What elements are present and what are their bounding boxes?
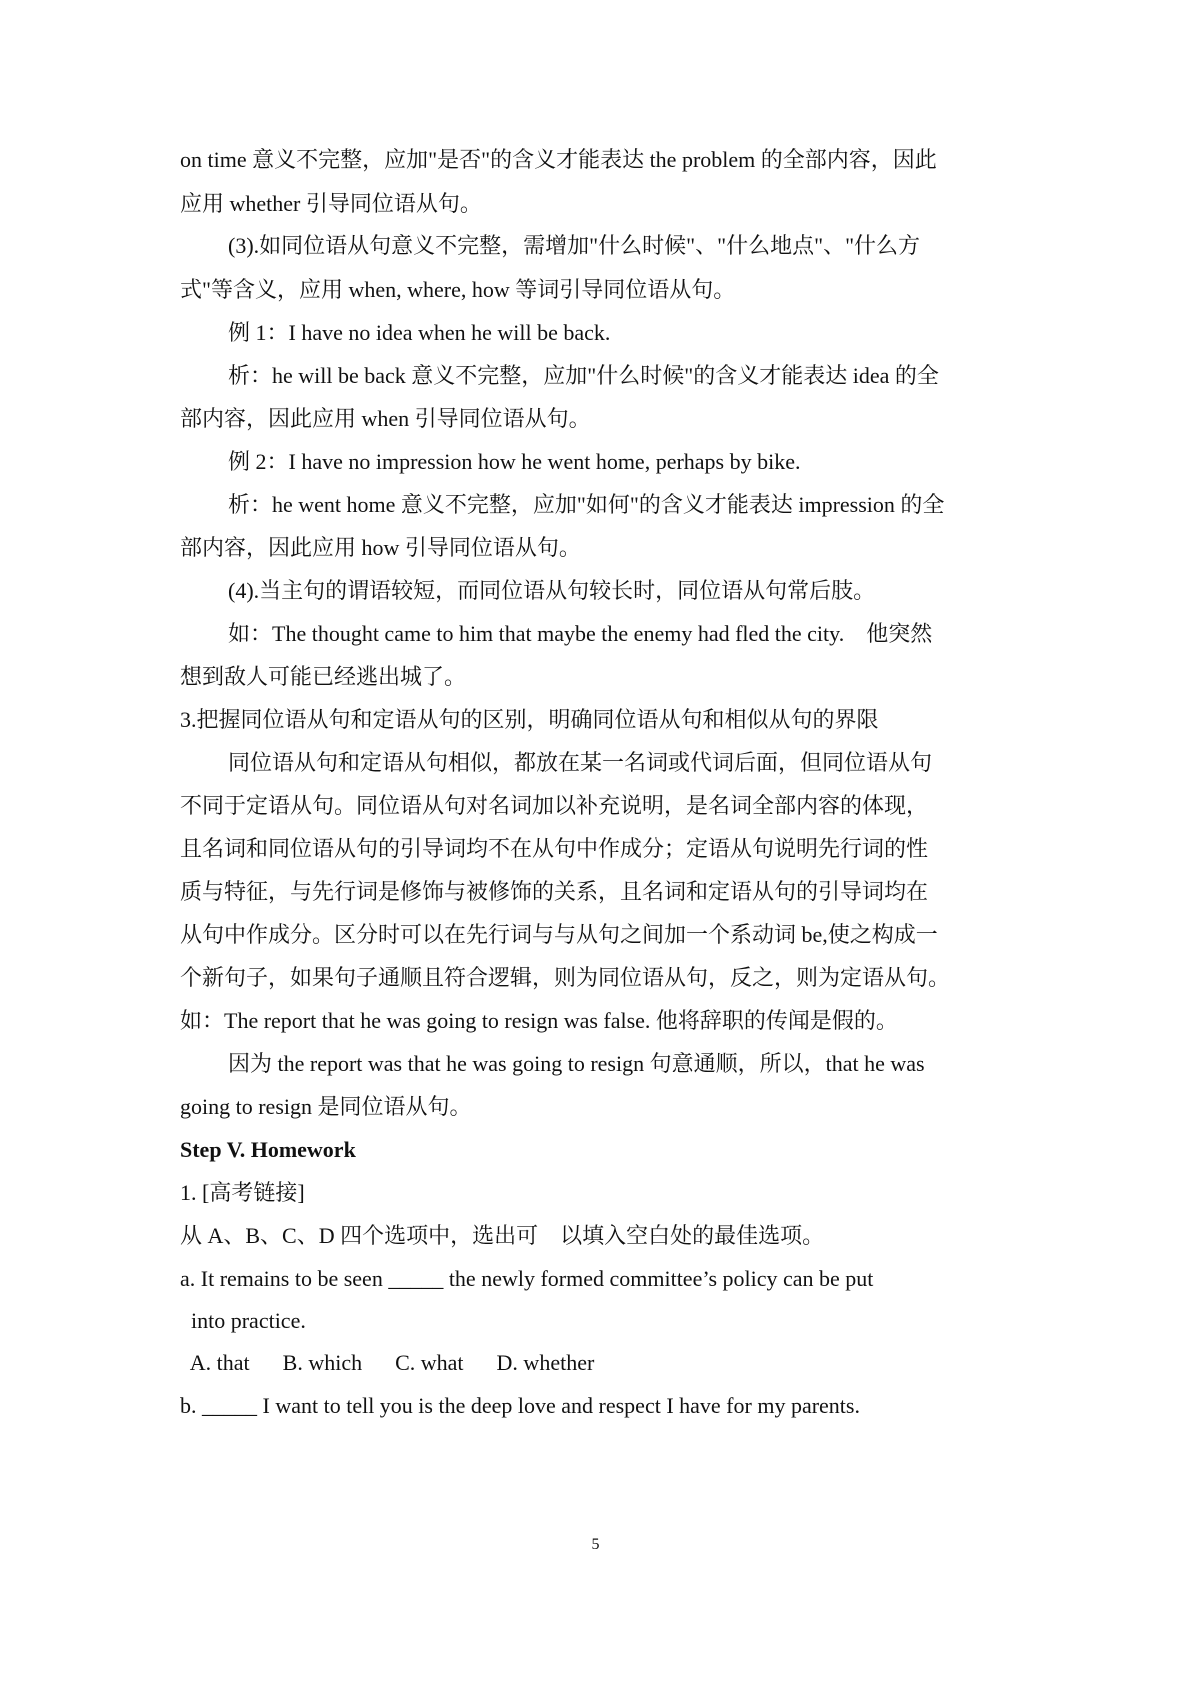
example-line: 如：The report that he was going to resign was false. 他将辞职的传闻是假的。 xyxy=(180,1008,898,1033)
paragraph-line: on time 意义不完整，应加"是否"的含义才能表达 the problem 的全部内容，因此 xyxy=(180,147,937,172)
paragraph-line: 部内容，因此应用 how 引导同位语从句。 xyxy=(180,535,581,560)
paragraph-line: 不同于定语从句。同位语从句对名词加以补充说明，是名词全部内容的体现， xyxy=(180,793,929,818)
example-line: 如：The thought came to him that maybe the enemy had fled the city. 他突然 xyxy=(228,621,933,646)
paragraph-line: 部内容，因此应用 when 引导同位语从句。 xyxy=(180,406,591,431)
step-heading: Step V. Homework xyxy=(180,1137,356,1162)
example-line: 例 1：I have no idea when he will be back. xyxy=(228,320,611,345)
paragraph-line: 质与特征，与先行词是修饰与被修饰的关系，且名词和定语从句的引导词均在 xyxy=(180,879,929,904)
section-heading-line: 3.把握同位语从句和定语从句的区别，明确同位语从句和相似从句的界限 xyxy=(180,707,879,732)
paragraph-line: 且名词和同位语从句的引导词均不在从句中作成分；定语从句说明先行词的性 xyxy=(180,836,929,861)
question-line: into practice. xyxy=(180,1308,306,1333)
question-line: b. _____ I want to tell you is the deep love and respect I have for my parents. xyxy=(180,1393,860,1418)
section-heading-line: (3).如同位语从句意义不完整，需增加"什么时候"、"什么地点"、"什么方 xyxy=(228,233,921,258)
paragraph-line: going to resign 是同位语从句。 xyxy=(180,1094,472,1119)
paragraph-line: 想到敌人可能已经逃出城了。 xyxy=(180,664,467,689)
paragraph-line: 因为 the report was that he was going to resign 句意通顺，所以，that he was xyxy=(228,1051,925,1076)
analysis-line: 析：he will be back 意义不完整，应加"什么时候"的含义才能表达 idea 的全 xyxy=(228,363,939,388)
page-number: 5 xyxy=(591,1536,600,1553)
analysis-line: 析：he went home 意义不完整，应加"如何"的含义才能表达 impression 的全 xyxy=(228,492,945,517)
paragraph-line: 同位语从句和定语从句相似，都放在某一名词或代词后面，但同位语从句 xyxy=(228,750,933,775)
answer-options: A. that B. which C. what D. whether xyxy=(180,1350,595,1375)
paragraph-line: 个新句子，如果句子通顺且符合逻辑，则为同位语从句，反之，则为定语从句。 xyxy=(180,965,951,990)
section-heading-line: (4).当主句的谓语较短，而同位语从句较长时，同位语从句常后肢。 xyxy=(228,578,876,603)
homework-item-heading: 1. [高考链接] xyxy=(180,1180,305,1205)
instruction-line: 从 A、B、C、D 四个选项中，选出可 以填入空白处的最佳选项。 xyxy=(180,1223,825,1248)
paragraph-line: 应用 whether 引导同位语从句。 xyxy=(180,191,482,216)
example-line: 例 2：I have no impression how he went home, perhaps by bike. xyxy=(228,449,801,474)
question-line: a. It remains to be seen _____ the newly formed committee’s policy can be put xyxy=(180,1266,874,1291)
paragraph-line: 从句中作成分。区分时可以在先行词与与从句之间加一个系动词 be,使之构成一 xyxy=(180,922,938,947)
paragraph-line: 式"等含义，应用 when, where, how 等词引导同位语从句。 xyxy=(180,277,736,302)
